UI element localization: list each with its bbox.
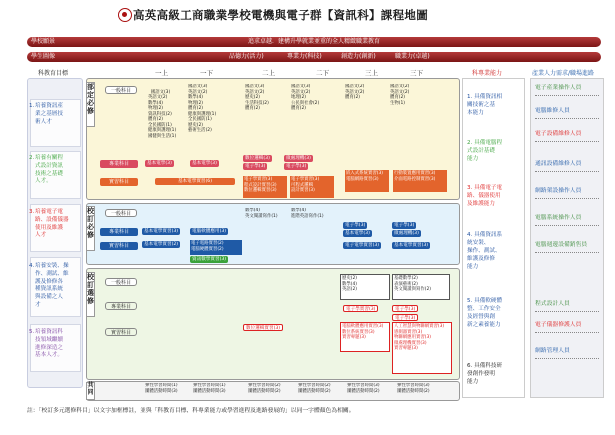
school-emblem-icon [118, 8, 132, 22]
abilities-header: 科專業能力 [472, 70, 503, 77]
vision-label: 學校願景 [31, 38, 56, 45]
image-item: 品德力(活力) [229, 53, 264, 60]
course-pill: 數位邏輯(3) [245, 156, 270, 161]
student-image-label: 學生圖像 [31, 53, 56, 60]
semester-header: 二下 [316, 69, 329, 77]
course-box: 國語文(2) 英語文(2) 體育(2) [345, 84, 365, 100]
student-image-bar [27, 52, 601, 62]
course-pill: 電子學(3) [245, 164, 266, 169]
job-item: 網路管理人員 [535, 348, 599, 359]
school-required-title: 校訂必修 [86, 206, 95, 251]
general-badge: 一般科目 [105, 209, 137, 217]
job-item: 電腦系統操作人員 [535, 215, 599, 226]
course-box: 行動裝置應用實習(3) 介面電路控制實習(3) [393, 170, 447, 192]
course-box: 電腦軟體應用實習(3) 數位系統實習(3) 實習專題(3) [340, 322, 390, 352]
ability-item: 6. 具備科技研 發創作發明 能力 [467, 363, 503, 386]
job-item: 電子儀器修護人員 [535, 322, 599, 333]
job-item: 電腦維修人員 [535, 108, 599, 119]
course-box: 嵌入式系統實習(3) 電腦網路實習(3) [345, 170, 389, 192]
practical-badge: 實習科目 [105, 328, 137, 336]
goal-item: 3. 培養電子電 路、設備儀器 使用及維護 人才 [29, 209, 69, 239]
practical-badge: 實習科目 [100, 242, 138, 250]
ability-item: 2. 具備電腦程 式設計基礎 能力 [467, 140, 503, 163]
course-box: 數學(4) 英文閱讀寫作(1) [245, 208, 278, 219]
course-pill: 資訊數學實習(3) [192, 257, 227, 262]
ability-item: 1. 具備資訊相 關技術之基 本能力 [467, 94, 503, 117]
course-box: 國語文(3) 英語文(2) 歷史(2) 生活科技(2) 體育(2) [245, 84, 269, 111]
course-box: 彈性學習時間(3) 團體活動時間(2) [397, 383, 430, 394]
job-item: 程式設計人員 [535, 301, 599, 312]
course-pill: 基本電學實習(6) [155, 178, 235, 185]
course-box: 基礎數學(2) 表演藝術(2) 英文閱讀與寫作(2) [392, 274, 450, 300]
goal-item: 1. 培養資訊產 業之基層技 術人才 [29, 103, 63, 125]
course-pill: 電子學(3) [345, 223, 366, 228]
jobs-panel [530, 78, 604, 398]
ability-item: 3. 具備電子電 路、儀器使用 及維護能力 [467, 185, 503, 208]
course-pill: 基本電學(3) [192, 161, 217, 166]
course-pill: 電子學(3) [392, 305, 418, 312]
course-box: 國語文(3) 英語文(2) 地理(2) 公民與社會(2) 體育(2) [291, 84, 320, 111]
required-group-title: 部定必修 [86, 82, 95, 127]
course-pill: 微處理機(3) [286, 156, 311, 161]
general-badge: 一般科目 [105, 278, 137, 286]
professional-badge: 專業科目 [100, 160, 138, 168]
goal-item: 2. 培養有關程 式設計資訊 技術之基礎 人才。 [29, 155, 63, 185]
course-box: 彈性學習時間(3) 團體活動時間(2) [347, 383, 380, 394]
course-box: 國語文(3) 英語文(2) 數學(4) 物理(2) 體育(2) 健康與護理(1) 全民國防(1) 歷史(2) 藝術生活(2) [188, 84, 217, 133]
image-item: 職業力(卓越) [395, 53, 430, 60]
semester-header: 一上 [155, 69, 168, 77]
course-pill: 電子學(3) [392, 314, 418, 321]
school-elective-title: 校訂選修 [86, 272, 95, 317]
course-box: 電子學實習(3) 程式設計實習(3) 數位邏輯實習(3) [243, 176, 287, 198]
course-pill: 電子學(3) [286, 164, 307, 169]
vision-text: 追求卓越．建構升學就業並重的全人精緻職業教育 [247, 38, 380, 45]
course-pill: 數位邏輯實習(3) [243, 324, 283, 331]
professional-badge: 專業科目 [100, 228, 138, 236]
professional-badge: 專業科目 [105, 302, 137, 310]
practical-badge: 實習科目 [100, 178, 138, 186]
vision-bar [27, 37, 601, 47]
course-box: 數學(4) 進階英語寫作(1) [291, 208, 324, 219]
footnote: 註：「校訂多元選修科目」以文字加框標註，並與「科教育目標、科專業能力或學習進程及進路發展的」以同一字體顏色為相關。 [27, 408, 355, 414]
course-pill: 基本電學(3) [345, 231, 370, 236]
semester-header: 三上 [365, 69, 378, 77]
course-box: 彈性學習時間(2) 團體活動時間(2) [298, 383, 331, 394]
job-item: 網路架設操作人員 [535, 188, 599, 199]
job-item: 電子產業操作人員 [535, 85, 599, 96]
course-box: 彈性學習時間(1) 團體活動時間(3) [193, 383, 226, 394]
jobs-header: 產業人力需求/職場進路 [532, 70, 595, 77]
course-pill: 基本電學實習(3) [144, 229, 179, 234]
abilities-panel [462, 78, 525, 398]
course-pill: 基本電學(3) [147, 161, 172, 166]
ability-item: 5. 具備軟硬體 整、工作安全 及經營與創 新之素養能力 [467, 298, 503, 329]
page-title: 高英高級工商職業學校電機與電子群【資訊科】課程地圖 [133, 8, 428, 22]
semester-header: 二上 [262, 69, 275, 77]
image-item: 專業力(科技) [287, 53, 322, 60]
course-pill: 基本電學實習(2) [144, 242, 179, 247]
course-pill: 微處理機(3) [394, 231, 419, 236]
goal-item: 4. 培養安裝、操 作、測試、維 護及修修各 種資訊系統 與設備之人 才 [29, 263, 69, 309]
general-badge: 一般科目 [105, 86, 137, 94]
course-pill: 電子學實習(3) [343, 305, 378, 312]
course-box: 彈性學習時間(1) 團體活動時間(3) [145, 383, 178, 394]
course-pill: 電腦軟體應用(3) [192, 229, 227, 234]
course-box: 國語文(2) 英語文(2) 體育(2) 生物(1) [390, 84, 410, 106]
common-title: 共同 [86, 382, 95, 400]
job-item: 電子設備維修人員 [535, 131, 599, 142]
job-item: 電腦週邊設備銷售員 [535, 242, 599, 253]
ability-item: 4. 具備資訊系 統安裝、 操作、測試、 維護及修修 能力 [467, 232, 503, 271]
job-item: 通訊設備維修人員 [535, 161, 599, 172]
goals-header: 科教育目標 [38, 70, 69, 77]
goals-panel [27, 78, 83, 388]
course-box: 歷史(2) 數學(4) 英語(2) [340, 274, 390, 300]
image-item: 創造力(創新) [341, 53, 376, 60]
course-box: 國語文(3) 英語文(2) 數學(4) 物理(2) 資訊科技(2) 體育(2) 全民國防(1) 健康與護理(1) 國健與生活(1) [148, 89, 177, 139]
course-box: 電子學實習(3) 可程式邏輯 設計實習(3) [290, 176, 334, 198]
course-box: 彈性學習時間(2) 團體活動時間(2) [248, 383, 281, 394]
course-pill: 電子學(3) [394, 223, 415, 228]
semester-header: 一下 [200, 69, 213, 77]
course-box: 電子電路實習(2) 電腦硬體實習(2) [190, 240, 242, 255]
semester-header: 三下 [410, 69, 423, 77]
course-pill: 基本電學實習(3) [394, 243, 429, 248]
goal-item: 5. 培養資訊科 技領域繼續 進修深造之 基本人才。 [29, 329, 63, 359]
course-box: 人工智慧與物聯網實習(3) 感測器實習(3) 物聯網應用實習(3) 微處理機實習(3) 實習專題(3) [392, 322, 452, 374]
course-pill: 電子電學實習(3) [345, 243, 380, 248]
